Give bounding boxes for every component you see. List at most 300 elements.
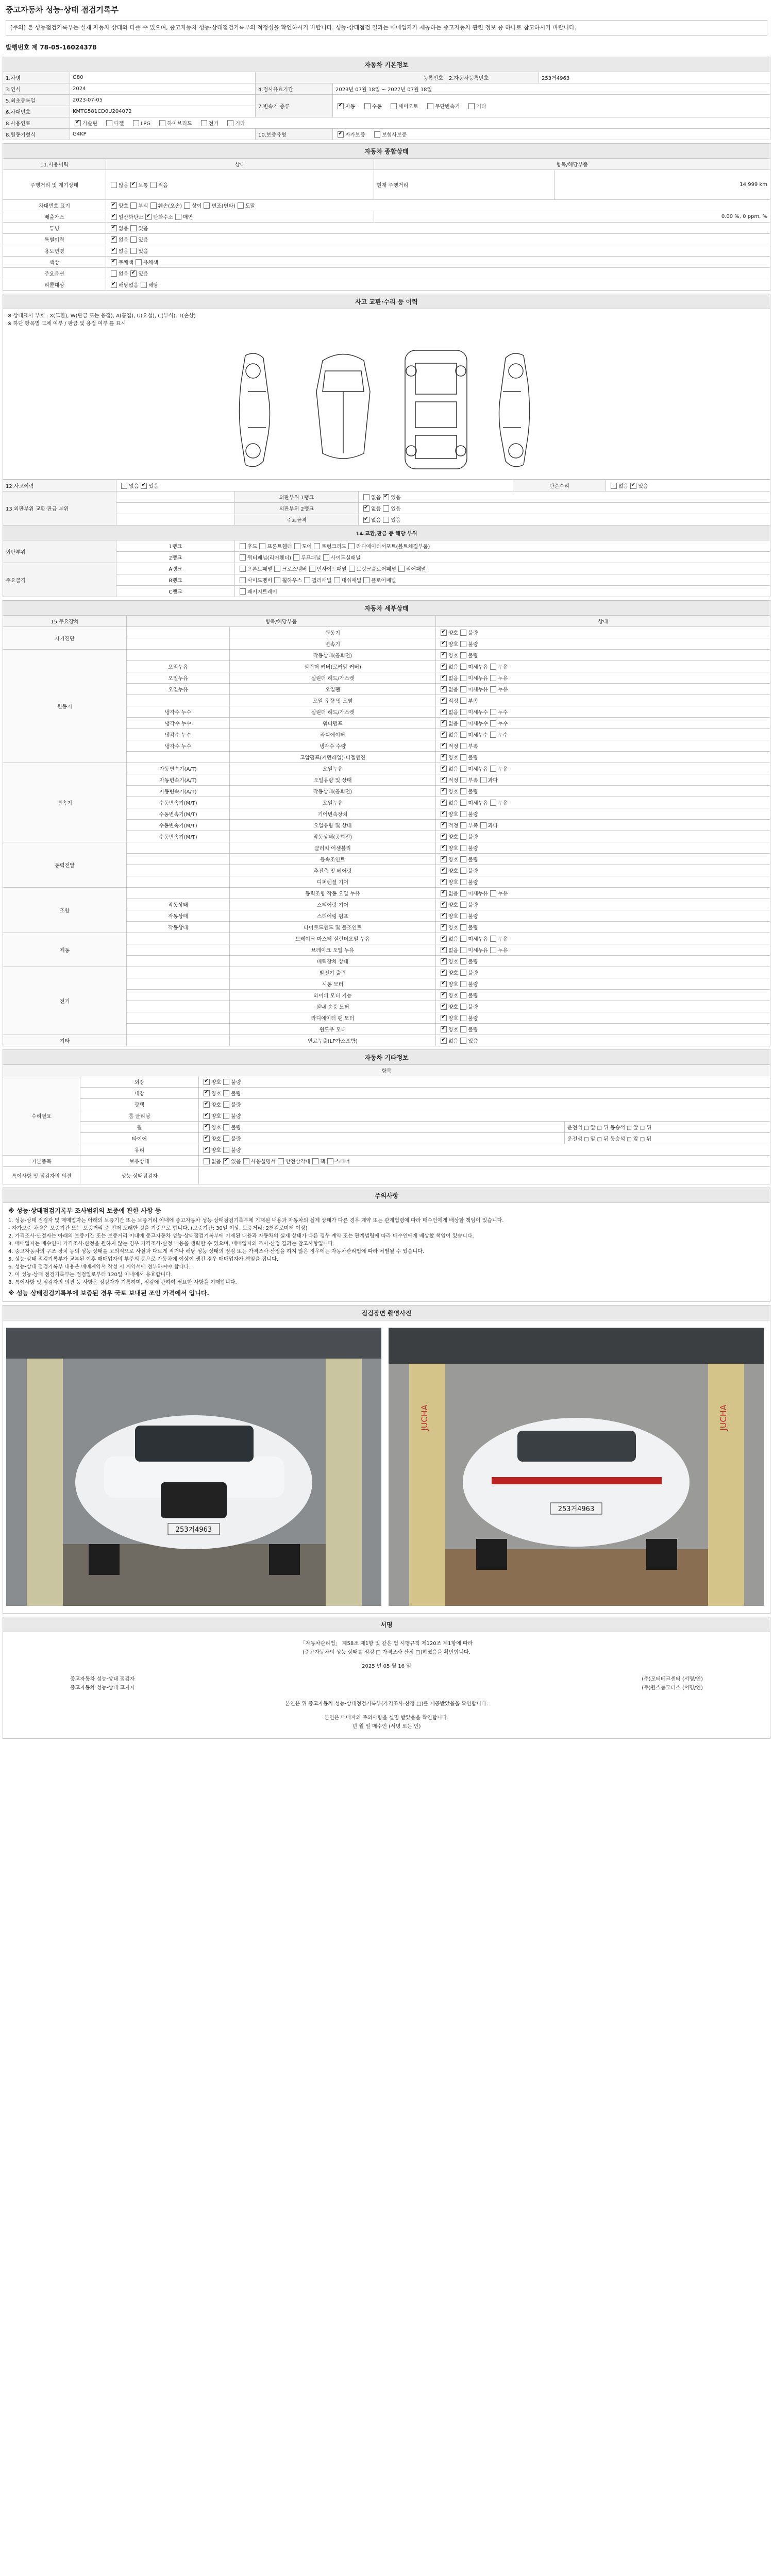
checkbox[interactable] — [441, 856, 447, 862]
checkbox[interactable] — [441, 913, 447, 919]
detail-item-state — [436, 1012, 770, 1024]
other-header: 자동차 기타정보 — [3, 1050, 770, 1065]
detail-sub-label — [127, 1012, 230, 1024]
checkbox[interactable] — [223, 1147, 229, 1153]
note-line: - 자가보증 차량은 보증기간 또는 보증거리 중 먼저 도래한 것을 기준으로 합니다. (보증기간: 30일 이상, 보증거리: 2천킬로미터 이상) — [8, 1226, 308, 1231]
checkbox[interactable] — [460, 743, 466, 749]
row-vin-mark: 차대번호 표기 — [3, 200, 106, 211]
checkbox[interactable] — [441, 868, 447, 874]
checkbox[interactable] — [111, 182, 117, 188]
checkbox[interactable] — [460, 675, 466, 681]
checkbox-label: 누수 — [497, 721, 508, 727]
notice-box: [주의] 본 성능점검기록부는 실제 자동차 상태와 다를 수 있으며, 중고자동차 성능·상태점검기록부의 적정성을 확인하시기 바랍니다. 성능·상태점검 결과는 매매업자가 제공하는 중고자동차 관련 정보 중 하나로 참고하시기 바랍니다. — [6, 20, 767, 36]
checkbox[interactable] — [460, 709, 466, 715]
checkbox[interactable] — [227, 120, 233, 126]
legend-note: ※ 하단 항목별 교체 여부 / 판금 및 용접 여부 를 표시 — [7, 321, 126, 327]
checkbox[interactable] — [460, 834, 466, 840]
checkbox[interactable] — [184, 202, 190, 209]
checkbox[interactable] — [441, 732, 447, 738]
checkbox[interactable] — [314, 543, 320, 549]
checkbox[interactable] — [441, 652, 447, 658]
checkbox[interactable] — [441, 822, 447, 828]
checkbox[interactable] — [223, 1079, 229, 1085]
checkbox[interactable] — [441, 1004, 447, 1010]
checkbox[interactable] — [441, 845, 447, 851]
checkbox[interactable] — [348, 543, 355, 549]
checkbox[interactable] — [460, 630, 466, 636]
checkbox[interactable] — [441, 800, 447, 806]
checkbox[interactable] — [460, 777, 466, 783]
checkbox-label: 미세누유 — [468, 891, 488, 897]
checkbox[interactable] — [460, 856, 466, 862]
buyer-sign-line[interactable]: 년 월 일 매수인 (서명 또는 인) — [352, 1724, 421, 1730]
detail-item-state — [436, 888, 770, 899]
checkbox[interactable] — [223, 1090, 229, 1096]
checkbox[interactable] — [441, 766, 447, 772]
detail-sub-label: 자동변속기(A/T) — [127, 774, 230, 786]
checkbox[interactable] — [460, 754, 466, 760]
checkbox[interactable] — [130, 248, 137, 254]
note-line: 4. 중고자동차의 구조·장치 등의 성능·상태를 고의적으로 사실과 다르게 적거나 해당 성능·상태의 점검 또는 가격조사·산정을 하지 않은 경우에는 자동차관리법에 따라 처벌될 수 있습니다. — [8, 1249, 425, 1255]
general-state-header: 자동차 종합상태 — [3, 144, 770, 159]
detail-sub-label — [127, 978, 230, 990]
checkbox[interactable] — [133, 120, 139, 126]
detail-sub-label — [127, 990, 230, 1001]
checkbox[interactable] — [441, 743, 447, 749]
checkbox[interactable] — [363, 505, 369, 512]
checkbox[interactable] — [611, 483, 617, 489]
detail-item-state — [436, 752, 770, 763]
photos-area — [3, 1320, 770, 1614]
checkbox[interactable] — [136, 259, 142, 265]
checkbox[interactable] — [383, 494, 389, 500]
detail-sub-label — [127, 944, 230, 956]
checkbox[interactable] — [441, 936, 447, 942]
checkbox[interactable] — [460, 822, 466, 828]
other-info-table: 자동차 기타정보 항목 수리필요 외장 ✔ 양호 불량 내장 ✔ 양호 불량 광택 ✔ 양호 불량 룸 클리닝 ✔ 양호 불량 휠 ✔ 양호 불량 운전석 □ 앞 □ 뒤 동승석 □ 앞 □ 뒤 타이어 ✔ 양호 불량 운전석 □ 앞 □ 뒤 동승석 □ 앞 □ 뒤 유리 ✔ 양호 불량 기본품목 보유상태 없음✔ 있음 사용설명서 안전삼각대 잭 스패너 특이사항 및 점검자의 의견 성능·상태점검자 — [3, 1049, 770, 1184]
checkbox[interactable] — [490, 732, 496, 738]
checkbox[interactable] — [111, 270, 117, 277]
detail-state-table — [3, 600, 770, 1046]
detail-sub-label — [127, 933, 230, 944]
checkbox-label: 미세누유 — [468, 937, 488, 942]
checkbox[interactable] — [240, 566, 246, 572]
note-line: 3. 매매업자는 매수인이 가격조사·산정을 원하지 않는 경우 가격조사·산정 내용을 생략할 수 있으며, 매매업자의 조사·산정 결과는 참고사항입니다. — [8, 1241, 335, 1247]
checkbox[interactable] — [111, 202, 117, 209]
checkbox-label: 있음 — [468, 1039, 478, 1044]
checkbox[interactable] — [490, 766, 496, 772]
checkbox[interactable] — [111, 214, 117, 220]
detail-item-state — [436, 1035, 770, 1046]
checkbox[interactable] — [441, 1026, 447, 1032]
detail-item-state — [436, 808, 770, 820]
checkbox[interactable] — [363, 517, 369, 523]
checkbox[interactable] — [460, 868, 466, 874]
checkbox[interactable] — [75, 120, 81, 126]
checkbox[interactable] — [441, 720, 447, 726]
label-fuel: 8.사용연료 — [3, 117, 70, 129]
checkbox[interactable] — [391, 103, 397, 109]
checkbox[interactable] — [441, 970, 447, 976]
document-title: 중고자동차 성능·상태 점검기록부 — [6, 5, 119, 14]
detail-sub-label: 오일누유 — [127, 672, 230, 684]
checkbox[interactable] — [274, 566, 280, 572]
inspector-label: 중고자동차 성능·상태 점검자 — [70, 1676, 135, 1682]
checkbox[interactable] — [490, 936, 496, 942]
checkbox[interactable] — [278, 1158, 284, 1164]
checkbox[interactable] — [441, 777, 447, 783]
rank-2: 2랭크 — [116, 552, 235, 563]
checkbox[interactable] — [460, 845, 466, 851]
checkbox[interactable] — [460, 936, 466, 942]
checkbox[interactable] — [460, 732, 466, 738]
checkbox[interactable] — [441, 1015, 447, 1021]
checkbox[interactable] — [130, 270, 137, 277]
other-tire: 타이어 — [80, 1133, 199, 1144]
checkbox[interactable] — [460, 1004, 466, 1010]
detail-item-label: 등속조인트 — [230, 854, 436, 865]
checkbox[interactable] — [441, 981, 447, 987]
note-line: 5. 성능·상태 점검기록부가 교부된 이후 매매업자의 부주의 등으로 자동차에 이상이 생긴 경우 매매업자가 책임을 집니다. — [8, 1257, 279, 1262]
checkbox[interactable] — [240, 588, 246, 595]
detail-sub-label — [127, 1024, 230, 1035]
detail-item-label: 배력장치 상태 — [230, 956, 436, 967]
checkbox[interactable] — [383, 505, 389, 512]
label-warranty: 10.보증유형 — [256, 129, 333, 140]
notes-title: ※ 성능·상태점검기록부 조사범위의 보증에 관한 사항 등 — [8, 1207, 161, 1214]
detail-sub-label — [127, 752, 230, 763]
detail-item-label: 디퍼렌셜 기어 — [230, 876, 436, 888]
detail-item-state — [436, 1001, 770, 1012]
checkbox[interactable] — [460, 766, 466, 772]
general-state-table: 자동차 종합상태 11.사용이력 상태 항목/해당부품 주행거리 및 계기상태 많음✔ 보통 적음 현재 주행거리 14,999 km 차대번호 표기 ✔ 양호 부식 훼손(오손) 상이 변조(변타) 도말 배출가스 ✔ 일산화탄소✔ 탄화수소 매연 0.00 %, 0 ppm, % 튜닝 ✔ 없음 있음 특별이력 ✔ 없음 있음 용도변경 ✔ 없음 있음 색상 ✔ 무채색 유채색 주요옵션 없음✔ 있음 리콜대상 ✔ 해당없음 해당 — [3, 143, 770, 291]
checkbox[interactable] — [460, 981, 466, 987]
rank-b: B랭크 — [116, 574, 235, 586]
checkbox[interactable] — [460, 664, 466, 670]
checkbox[interactable] — [294, 543, 300, 549]
checkbox[interactable] — [441, 834, 447, 840]
checkbox[interactable] — [480, 822, 486, 828]
detail-item-label: 라디에이터 — [230, 729, 436, 740]
checkbox[interactable] — [460, 788, 466, 794]
lift-brand-right: JUCHA — [718, 1404, 728, 1431]
checkbox[interactable] — [460, 652, 466, 658]
checkbox[interactable] — [398, 566, 405, 572]
checkbox-label: 양호 — [448, 903, 459, 908]
checkbox[interactable] — [480, 777, 486, 783]
detail-item-state — [436, 933, 770, 944]
detail-item-state — [436, 706, 770, 718]
checkbox[interactable] — [334, 577, 340, 583]
detail-item-state — [436, 1024, 770, 1035]
checkbox[interactable] — [349, 566, 355, 572]
checkbox[interactable] — [130, 202, 137, 209]
checkbox[interactable] — [460, 879, 466, 885]
checkbox[interactable] — [204, 1079, 210, 1085]
detail-item-label: 스티어링 기어 — [230, 899, 436, 910]
checkbox[interactable] — [150, 202, 157, 209]
checkbox[interactable] — [460, 1026, 466, 1032]
checkbox[interactable] — [490, 686, 496, 692]
detail-item-label: 오일유량 및 상태 — [230, 820, 436, 831]
checkbox-label: 불량 — [468, 1027, 478, 1033]
checkbox[interactable] — [204, 1158, 210, 1164]
label-inspection-period: 4.검사유효기간 — [256, 83, 333, 95]
checkbox-label: 불량 — [468, 959, 478, 965]
checkbox-label: 적정 — [448, 699, 459, 704]
checkbox[interactable] — [121, 483, 127, 489]
detail-sub-label — [127, 1035, 230, 1046]
car-diagram — [3, 335, 771, 479]
checkbox[interactable] — [243, 1158, 249, 1164]
checkbox[interactable] — [204, 202, 210, 209]
checkbox[interactable] — [106, 120, 112, 126]
checkbox[interactable] — [204, 1090, 210, 1096]
checkbox[interactable] — [441, 924, 447, 930]
col-part: 항목/해당부품 — [127, 616, 436, 627]
note-line: 7. 이 성능·상태 점검기록부는 점검일로부터 120일 이내에서 유효합니다. — [8, 1272, 173, 1278]
detail-item-state — [436, 922, 770, 933]
checkbox[interactable] — [441, 788, 447, 794]
checkbox[interactable] — [441, 698, 447, 704]
checkbox-label: 부족 — [468, 778, 478, 784]
detail-item-state — [436, 990, 770, 1001]
checkbox[interactable] — [111, 248, 117, 254]
sign-line-1: 「자동차관리법」 제58조 제1항 및 같은 법 시행규칙 제120조 제1항에 따라 — [300, 1641, 473, 1647]
detail-item-label: 실린더 헤드/가스켓 — [230, 672, 436, 684]
label-accident: 12.사고이력 — [3, 480, 116, 492]
checkbox[interactable] — [460, 992, 466, 998]
checkbox[interactable] — [259, 543, 265, 549]
checkbox[interactable] — [460, 970, 466, 976]
checkbox[interactable] — [312, 1158, 318, 1164]
checkbox[interactable] — [427, 103, 433, 109]
rank-c: C랭크 — [116, 586, 235, 597]
detail-item-state — [436, 865, 770, 876]
checkbox[interactable] — [238, 202, 244, 209]
detail-sub-label: 냉각수 누수 — [127, 740, 230, 752]
rank-1: 1랭크 — [116, 540, 235, 552]
checkbox[interactable] — [130, 182, 137, 188]
detail-item-label: 실린더 헤드/가스켓 — [230, 706, 436, 718]
checkbox[interactable] — [204, 1124, 210, 1130]
checkbox[interactable] — [441, 641, 447, 647]
checkbox[interactable] — [223, 1124, 229, 1130]
checkbox[interactable] — [141, 282, 147, 288]
checkbox[interactable] — [460, 720, 466, 726]
detail-item-state — [436, 797, 770, 808]
checkbox[interactable] — [441, 754, 447, 760]
checkbox[interactable] — [630, 483, 636, 489]
checkbox[interactable] — [111, 236, 117, 243]
checkbox[interactable] — [201, 120, 207, 126]
checkbox[interactable] — [441, 992, 447, 998]
checkbox[interactable] — [441, 686, 447, 692]
checkbox-label: 불량 — [468, 755, 478, 761]
detail-item-state — [436, 695, 770, 706]
checkbox[interactable] — [338, 103, 344, 109]
label-frame: 주요골격 — [235, 514, 359, 526]
detail-sub-label: 작동상태 — [127, 899, 230, 910]
checkbox[interactable] — [441, 630, 447, 636]
checkbox-label: 양호 — [448, 653, 459, 659]
label-frame-2: 주요골격 — [3, 563, 116, 597]
checkbox[interactable] — [130, 225, 137, 231]
checkbox[interactable] — [441, 1038, 447, 1044]
checkbox[interactable] — [441, 811, 447, 817]
checkbox[interactable] — [145, 214, 152, 220]
row-emission: 배출가스 — [3, 211, 106, 223]
checkbox[interactable] — [240, 554, 246, 561]
inspector-name: (주)모터테크센터 (서명/인) — [642, 1676, 703, 1682]
checkbox[interactable] — [460, 1038, 466, 1044]
value-first-reg: 2023-07-05 — [70, 95, 256, 106]
checkbox[interactable] — [240, 577, 246, 583]
checkbox[interactable] — [175, 214, 181, 220]
checkbox[interactable] — [364, 103, 371, 109]
detail-item-label: 작동상태(공회전) — [230, 831, 436, 842]
checkbox-label: 누유 — [497, 891, 508, 897]
checkbox[interactable] — [304, 577, 310, 583]
checkbox[interactable] — [460, 890, 466, 896]
checkbox[interactable] — [490, 947, 496, 953]
checkbox-label: 누유 — [497, 937, 508, 942]
checkbox[interactable] — [240, 543, 246, 549]
checkbox[interactable] — [460, 958, 466, 964]
row-recall: 리콜대상 — [3, 279, 106, 291]
checkbox[interactable] — [468, 103, 475, 109]
detail-group-label: 전기 — [3, 967, 127, 1035]
checkbox[interactable] — [159, 120, 165, 126]
checkbox[interactable] — [460, 686, 466, 692]
checkbox[interactable] — [490, 890, 496, 896]
checkbox-label: 과다 — [488, 823, 498, 829]
detail-item-state — [436, 831, 770, 842]
lift-brand-left: JUCHA — [419, 1404, 429, 1431]
detail-group-label: 원동기 — [3, 650, 127, 763]
checkbox[interactable] — [441, 664, 447, 670]
checkbox[interactable] — [204, 1136, 210, 1142]
checkbox-label: 없음 — [448, 801, 459, 806]
row-mileage: 주행거리 및 계기상태 — [3, 170, 106, 200]
checkbox[interactable] — [490, 709, 496, 715]
checkbox[interactable] — [441, 958, 447, 964]
detail-item-state — [436, 910, 770, 922]
checkbox[interactable] — [111, 282, 117, 288]
checkbox[interactable] — [460, 800, 466, 806]
checkbox[interactable] — [460, 811, 466, 817]
checkbox[interactable] — [460, 1015, 466, 1021]
car-right-side-icon — [499, 353, 530, 467]
sign-table — [3, 1617, 770, 1632]
checkbox[interactable] — [338, 131, 344, 138]
receive-statement-2: 본인은 매매자의 주의사항을 설명 받았음을 확인합니다. — [324, 1715, 449, 1721]
checkbox-label: 적정 — [448, 823, 459, 829]
checkbox-label: 없음 — [448, 1039, 459, 1044]
checkbox-label: 불량 — [468, 982, 478, 988]
checkbox[interactable] — [150, 182, 157, 188]
checkbox-label: 없음 — [448, 687, 459, 693]
notes-table — [3, 1188, 770, 1203]
checkbox[interactable] — [223, 1113, 229, 1119]
notes-header: 주의사항 — [3, 1188, 770, 1203]
checkbox[interactable] — [441, 902, 447, 908]
checkbox[interactable] — [441, 890, 447, 896]
label-transmission: 7.변속기 종류 — [256, 95, 333, 117]
wheel-positions: 운전석 □ 앞 □ 뒤 동승석 □ 앞 □ 뒤 — [565, 1122, 770, 1133]
car-left-side-icon — [240, 353, 270, 467]
checkbox[interactable] — [111, 225, 117, 231]
detail-row — [3, 763, 770, 774]
note-line: 1. 성능·상태 점검자 및 매매업자는 아래의 보증기간 또는 보증거리 이내에 중고자동차 성능·상태점검기록부에 기재된 내용과 자동차의 실제 상태가 다른 경우 계약 또는 관계법령에 따라 매수인에게 배상할 책임이 있습니다. — [8, 1218, 504, 1224]
photo-front — [6, 1328, 381, 1606]
checkbox[interactable] — [223, 1158, 229, 1164]
detail-row — [3, 650, 770, 661]
checkbox[interactable] — [441, 675, 447, 681]
checkbox[interactable] — [490, 800, 496, 806]
row-color: 색상 — [3, 257, 106, 268]
checkbox-label: 미세누수 — [468, 733, 488, 738]
checkbox-label: 양호 — [448, 1005, 459, 1010]
detail-item-state — [436, 842, 770, 854]
checkbox[interactable] — [327, 1158, 333, 1164]
detail-item-label: 워터펌프 — [230, 718, 436, 729]
checkbox[interactable] — [490, 675, 496, 681]
other-glass: 유리 — [80, 1144, 199, 1156]
checkbox[interactable] — [204, 1113, 210, 1119]
checkbox[interactable] — [363, 494, 369, 500]
checkbox[interactable] — [323, 554, 329, 561]
checkbox[interactable] — [460, 947, 466, 953]
detail-sub-label — [127, 627, 230, 638]
checkbox[interactable] — [460, 924, 466, 930]
checkbox[interactable] — [460, 698, 466, 704]
checkbox[interactable] — [363, 577, 369, 583]
checkbox[interactable] — [441, 879, 447, 885]
car-front-top-icon — [316, 354, 370, 459]
checkbox[interactable] — [490, 720, 496, 726]
detail-item-state — [436, 899, 770, 910]
checkbox[interactable] — [490, 664, 496, 670]
detail-sub-label: 오일누유 — [127, 661, 230, 672]
checkbox[interactable] — [441, 947, 447, 953]
checkbox[interactable] — [383, 517, 389, 523]
checkbox[interactable] — [223, 1136, 229, 1142]
label-engine-type: 8.원동기형식 — [3, 129, 70, 140]
checkbox[interactable] — [293, 554, 299, 561]
checkbox[interactable] — [130, 236, 137, 243]
checkbox[interactable] — [274, 577, 280, 583]
checkbox[interactable] — [309, 566, 315, 572]
checkbox[interactable] — [111, 259, 117, 265]
checkbox[interactable] — [204, 1101, 210, 1108]
checkbox[interactable] — [460, 641, 466, 647]
detail-sub-label — [127, 695, 230, 706]
checkbox[interactable] — [141, 483, 147, 489]
checkbox-label: 부족 — [468, 744, 478, 750]
checkbox[interactable] — [204, 1147, 210, 1153]
checkbox-label: 불량 — [468, 1016, 478, 1022]
sign-line-2: (중고자동차의 성능·상태를 점검 □ 가격조사·산정 □)하였음을 확인합니다. — [303, 1650, 470, 1655]
car-frame-icon — [405, 350, 467, 469]
checkbox[interactable] — [460, 902, 466, 908]
checkbox[interactable] — [460, 913, 466, 919]
checkbox[interactable] — [441, 709, 447, 715]
checkbox[interactable] — [374, 131, 380, 138]
checkbox-label: 부족 — [468, 823, 478, 829]
checkbox[interactable] — [223, 1101, 229, 1108]
checkbox-label: 양호 — [448, 812, 459, 818]
